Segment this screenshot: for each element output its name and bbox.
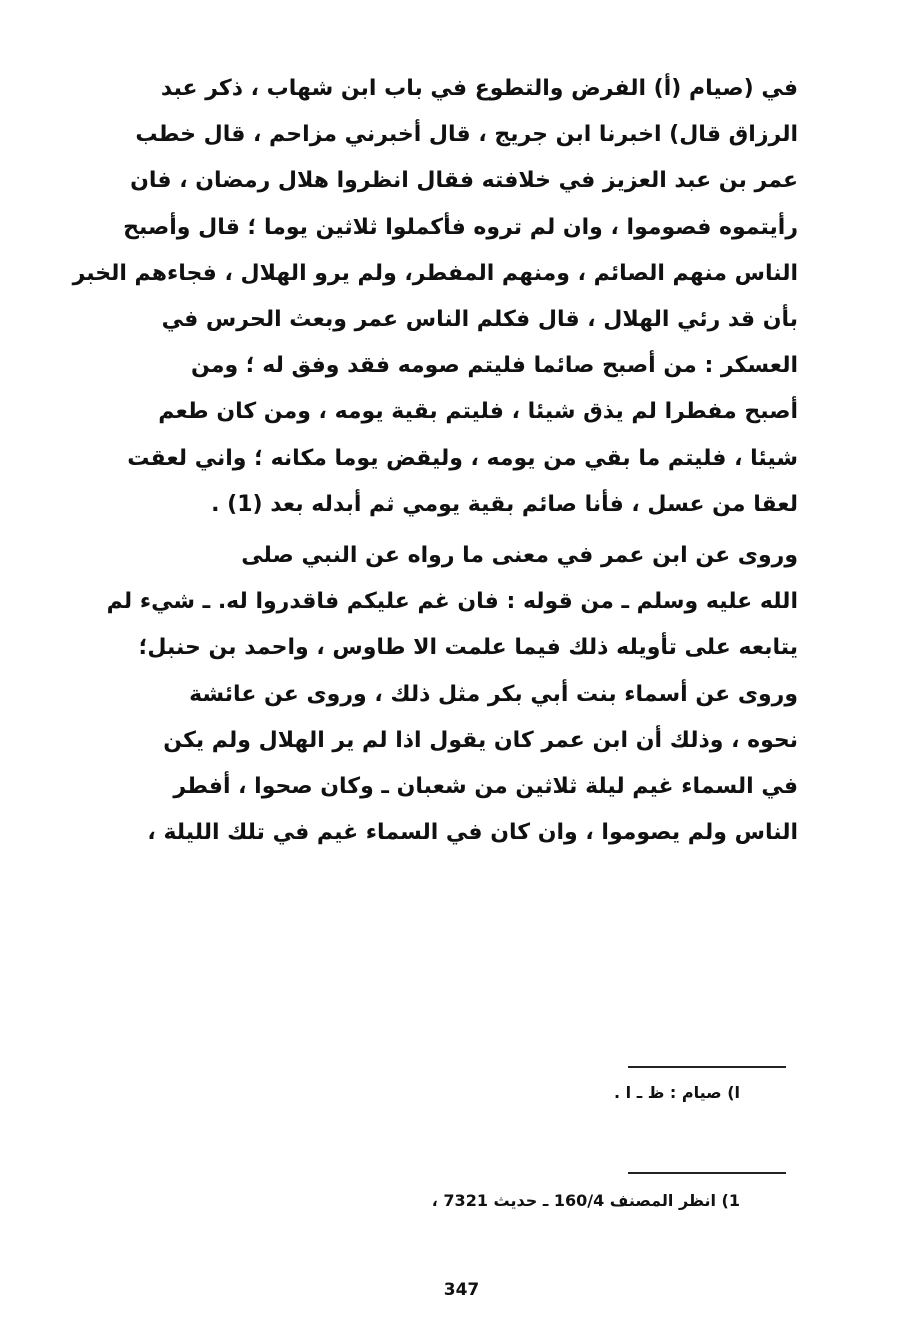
text-line: الناس ولم يصوموا ، وان كان في السماء غيم في تلك الليلة ، (147, 820, 798, 846)
page-number: 347 (443, 1280, 480, 1300)
text-line: وروى عن ابن عمر في معنى ما رواه عن النبي صلى (241, 543, 798, 568)
text-line: الناس منهم الصائم ، ومنهم المفطر، ولم يرو الهلال ، فجاءهم الخبر (72, 260, 798, 286)
main-paragraph-2 (106, 533, 798, 856)
text-line: أصبح مفطرا لم يذق شيئا ، فليتم بقية يومه ، ومن كان طعم (158, 399, 798, 425)
text-line: بأن قد رئي الهلال ، قال فكلم الناس عمر وبعث الحرس في (161, 307, 798, 333)
text-line: شيئا ، فليتم ما بقي من يومه ، وليقض يوما مكانه ؛ واني لعقت (127, 445, 798, 471)
main-paragraph-1 (72, 66, 798, 528)
text-line: في السماء غيم ليلة ثلاثين من شعبان ـ وكان صحوا ، أفطر (173, 774, 798, 800)
text-line: رأيتموه فصوموا ، وان لم تروه فأكملوا ثلاثين يوما ؛ قال وأصبح (123, 214, 798, 240)
text-line: العسكر : من أصبح صائما فليتم صومه فقد وفق له ؛ ومن (191, 353, 798, 379)
footnote-reference: 1) انظر المصنف 160/4 ـ حديث 7321 ، (431, 1191, 740, 1210)
footnote-divider (628, 1066, 786, 1068)
text-line: نحوه ، وذلك أن ابن عمر كان يقول اذا لم ير الهلال ولم يكن (163, 727, 798, 753)
text-line: الله عليه وسلم ـ من قوله : فان غم عليكم فاقدروا له. ـ شيء لم (106, 589, 798, 615)
text-line: يتابعه على تأويله ذلك فيما علمت الا طاوس ، واحمد بن حنبل؛ (138, 635, 798, 661)
text-line: وروى عن أسماء بنت أبي بكر مثل ذلك ، وروى عن عائشة (189, 681, 798, 707)
text-line: لعقا من عسل ، فأنا صائم بقية يومي ثم أبدله بعد (1) . (211, 491, 798, 517)
text-line: الرزاق قال) اخبرنا ابن جريج ، قال أخبرني مزاحم ، قال خطب (135, 122, 798, 148)
footnote-divider (628, 1172, 786, 1174)
text-line: عمر بن عبد العزيز في خلافته فقال انظروا هلال رمضان ، فان (130, 168, 798, 194)
text-line: في (صيام (أ) الفرض والتطوع في باب ابن شهاب ، ذكر عبد (160, 76, 798, 101)
footnote-variant: ا) صيام : ظ ـ ا . (614, 1083, 740, 1102)
